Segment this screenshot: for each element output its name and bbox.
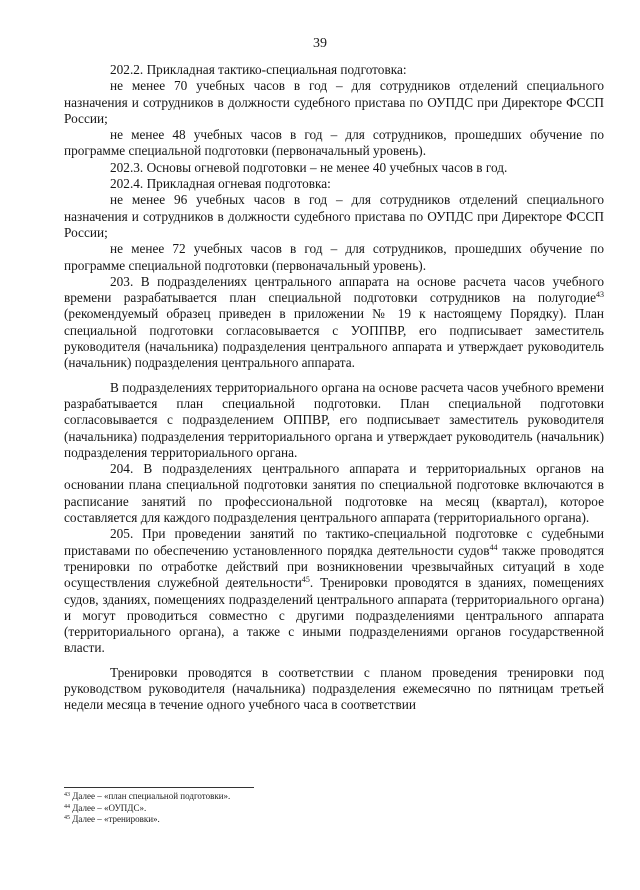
paragraph-text: не менее 96 учебных часов в год – для сотрудников отделений специального назначения и сотрудников в должности судебного пристава по ОУПДС при Директоре ФССП России; [64,192,604,240]
paragraph-202-4-item-2 [64,241,604,274]
paragraph-text: не менее 72 учебных часов в год – для сотрудников, прошедших обучение по программе специальной подготовки (первоначальный уровень). [64,241,604,273]
paragraph-203 [64,274,604,372]
footnote-mark: 44 [64,803,70,810]
footnote-text: Далее – «тренировки». [70,814,160,824]
paragraph-text: 205. При проведении занятий по тактико-специальной подготовке с судебными приставами по обеспечению установленного порядка деятельности судов [64,526,604,558]
paragraph-text: 202.4. Прикладная огневая подготовка: [110,176,331,192]
paragraph-text: 203. В подразделениях центрального аппарата на основе расчета часов учебного времени разрабатывается план специальной подготовки сотрудников на полугодие [64,273,604,306]
body-text [64,62,604,714]
footnote-ref-43: 43 [596,290,604,300]
paragraph-text: (рекомендуемый образец приведен в приложении № 19 к настоящему Порядку). План специальной подготовки согласовывается с УОППВР, его подписывает заместитель руководителя (начальника) подразделения центрального аппарата и утверждает руководитель (начальник) подразделения центрального аппарата. [64,306,604,371]
footnote-text: Далее – «план специальной подготовки». [70,791,231,801]
paragraph-205 [64,526,604,656]
page-number: 39 [313,36,327,51]
footnotes [64,791,464,826]
paragraph-text: Тренировки проводятся в соответствии с планом проведения тренировки под руководством руководителя (начальника) подразделения ежемесячно по пятницам третьей недели месяца в течение одного учебного часа в соответствии [64,664,604,713]
paragraph-text: не менее 70 учебных часов в год – для сотрудников отделений специального назначения и сотрудников в должности судебного пристава по ОУПДС при Директоре ФССП России; [64,78,604,126]
footnote-divider [64,787,254,788]
paragraph-202-4 [64,176,604,192]
paragraph-territorial-plan [64,380,604,461]
footnote-text: Далее – «ОУПДС». [70,802,147,813]
footnote-mark: 43 [64,792,70,798]
paragraph-text: 202.3. Основы огневой подготовки – не менее 40 учебных часов в год. [110,159,508,175]
paragraph-202-2-item-1 [64,78,604,127]
paragraph-text: также проводятся тренировки по отработке действий при возникновении чрезвычайных ситуаций в ходе осуществления служебной деятельности [64,542,604,591]
footnote-ref-44: 44 [489,542,498,552]
paragraph-text: 202.2. Прикладная тактико-специальная подготовка: [110,62,407,77]
paragraph-trainings [64,665,604,714]
paragraph-text: В подразделениях территориального органа на основе расчета часов учебного времени разрабатывается план специальной подготовки. План специальной подготовки согласовывается с подразделением ОППВР, его подписывает заместитель руководителя (начальника) подразделения территориального органа и утверждает руководитель (начальник) подразделения территориального органа. [64,379,604,460]
footnote-45 [64,814,464,826]
footnote-ref-45: 45 [301,575,310,585]
footnote-44 [64,803,464,815]
footnote-43 [64,791,464,803]
paragraph-204 [64,461,604,526]
paragraph-202-4-item-1 [64,192,604,241]
paragraph-text: . Тренировки проводятся в зданиях, помещениях судов, зданиях, помещениях подразделений центрального аппарата (территориального органа) и могут проводиться совместно с другими подразделениями центрального аппарата (территориального органа), а также с иными подразделениями органов государственной власти. [64,575,604,656]
paragraph-text: не менее 48 учебных часов в год – для сотрудников, прошедших обучение по программе специальной подготовки (первоначальный уровень). [64,127,604,159]
paragraph-202-2 [64,62,604,78]
paragraph-202-3 [64,160,604,176]
paragraph-202-2-item-2 [64,127,604,160]
paragraph-text: 204. В подразделениях центрального аппарата и территориальных органов на основании плана специальной подготовки занятия по специальной подготовке включаются в расписание занятий по профессиональной подготовке на месяц (квартал), которое составляется для каждого подразделения центрального аппарата (территориального органа). [64,461,604,526]
footnote-mark: 45 [64,815,70,821]
